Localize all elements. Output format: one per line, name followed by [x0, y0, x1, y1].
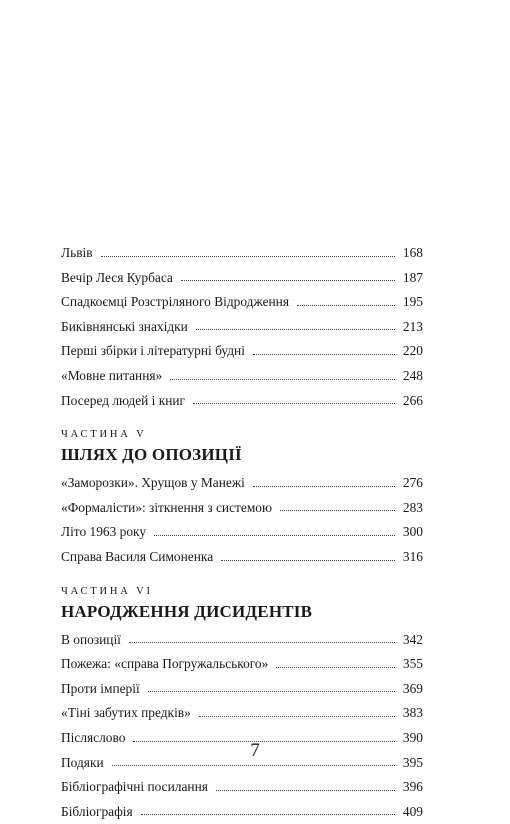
toc-entry-page: 396	[402, 779, 423, 795]
toc-entry	[61, 775, 423, 800]
toc-entry-page: 276	[402, 475, 423, 491]
toc-entry-title: Літо 1963 року	[61, 524, 147, 540]
toc-entry	[61, 364, 423, 389]
toc-entry-title: Пожежа: «справа Погружальського»	[61, 656, 269, 672]
toc-entry-title: Спадкоємці Розстріляного Відродження	[61, 294, 289, 310]
dot-leader	[181, 280, 395, 281]
part-title: НАРОДЖЕННЯ ДИСИДЕНТІВ	[61, 601, 313, 621]
toc-entry-title: Подяки	[61, 754, 104, 770]
page-number: 7	[250, 740, 260, 761]
toc-entry-title: Справа Василя Симоненка	[61, 548, 214, 564]
toc-entry-page: 342	[402, 631, 423, 647]
dot-leader	[129, 642, 395, 643]
toc-entry-page: 390	[402, 729, 423, 745]
dot-leader	[193, 403, 395, 404]
dot-leader	[216, 790, 395, 791]
toc-entry-title: «Тіні забутих предків»	[61, 705, 191, 721]
toc-entry	[61, 339, 423, 364]
toc-entry-page: 168	[402, 245, 423, 260]
toc-entry-title: Бібліографічні посилання	[61, 779, 208, 795]
toc-entry-page: 266	[402, 392, 423, 408]
toc-entry	[61, 389, 423, 414]
toc-entry-title: В опозиції	[61, 631, 121, 647]
toc-entry-page: 248	[402, 367, 423, 383]
toc-entry-title: Львів	[61, 245, 93, 260]
toc-entry-title: «Формалісти»: зіткнення з системою	[61, 499, 273, 515]
toc-entry-page: 316	[402, 548, 423, 564]
dot-leader	[154, 535, 395, 536]
toc-entry-title: Проти імперії	[61, 680, 140, 696]
toc-entry-page: 395	[402, 754, 423, 770]
toc-entry-title: «Заморозки». Хрущов у Манежі	[61, 475, 245, 491]
dot-leader	[280, 510, 395, 511]
toc-entry-page: 220	[402, 343, 423, 359]
toc-entry	[61, 652, 423, 677]
toc-entry-title: Перші збірки і літературні будні	[61, 343, 245, 359]
toc-entry	[61, 315, 423, 340]
toc-entry-page: 300	[402, 524, 423, 540]
toc-entry-page: 195	[402, 294, 423, 310]
dot-leader	[253, 354, 395, 355]
toc-entry-page: 283	[402, 499, 423, 515]
table-of-contents	[61, 241, 423, 824]
toc-entry	[61, 677, 423, 702]
dot-leader	[297, 305, 395, 306]
dot-leader	[221, 560, 395, 561]
dot-leader	[101, 256, 395, 257]
dot-leader	[148, 691, 395, 692]
toc-entry-title: Бібліографія	[61, 803, 133, 819]
toc-entry	[61, 471, 423, 496]
dot-leader	[253, 486, 395, 487]
toc-entry-page: 369	[402, 680, 423, 696]
toc-entry-title: Післяслово	[61, 729, 126, 745]
toc-entry	[61, 701, 423, 726]
dot-leader	[199, 716, 395, 717]
toc-entry-title: «Мовне питання»	[61, 367, 163, 383]
dot-leader	[196, 329, 395, 330]
part-label: ЧАСТИНА V	[61, 429, 147, 441]
dot-leader	[141, 814, 395, 815]
toc-entry	[61, 266, 423, 291]
toc-entry	[61, 628, 423, 653]
part-title: ШЛЯХ ДО ОПОЗИЦІЇ	[61, 445, 242, 465]
toc-entry-page: 355	[402, 656, 423, 672]
toc-entry-page: 409	[402, 803, 423, 819]
toc-entry	[61, 496, 423, 521]
toc-entry	[61, 800, 423, 824]
toc-entry	[61, 520, 423, 545]
dot-leader	[276, 667, 395, 668]
toc-entry-page: 213	[402, 318, 423, 334]
toc-entry-title: Биківнянські знахідки	[61, 318, 188, 334]
part-label: ЧАСТИНА VI	[61, 585, 153, 597]
toc-entry-page: 187	[402, 269, 423, 285]
toc-entry-title: Посеред людей і книг	[61, 392, 186, 408]
toc-entry-title: Вечір Леся Курбаса	[61, 269, 173, 285]
toc-entry	[61, 241, 423, 266]
toc-entry-page: 383	[402, 705, 423, 721]
toc-entry	[61, 290, 423, 315]
dot-leader	[112, 765, 395, 766]
toc-entry	[61, 545, 423, 570]
dot-leader	[170, 379, 395, 380]
